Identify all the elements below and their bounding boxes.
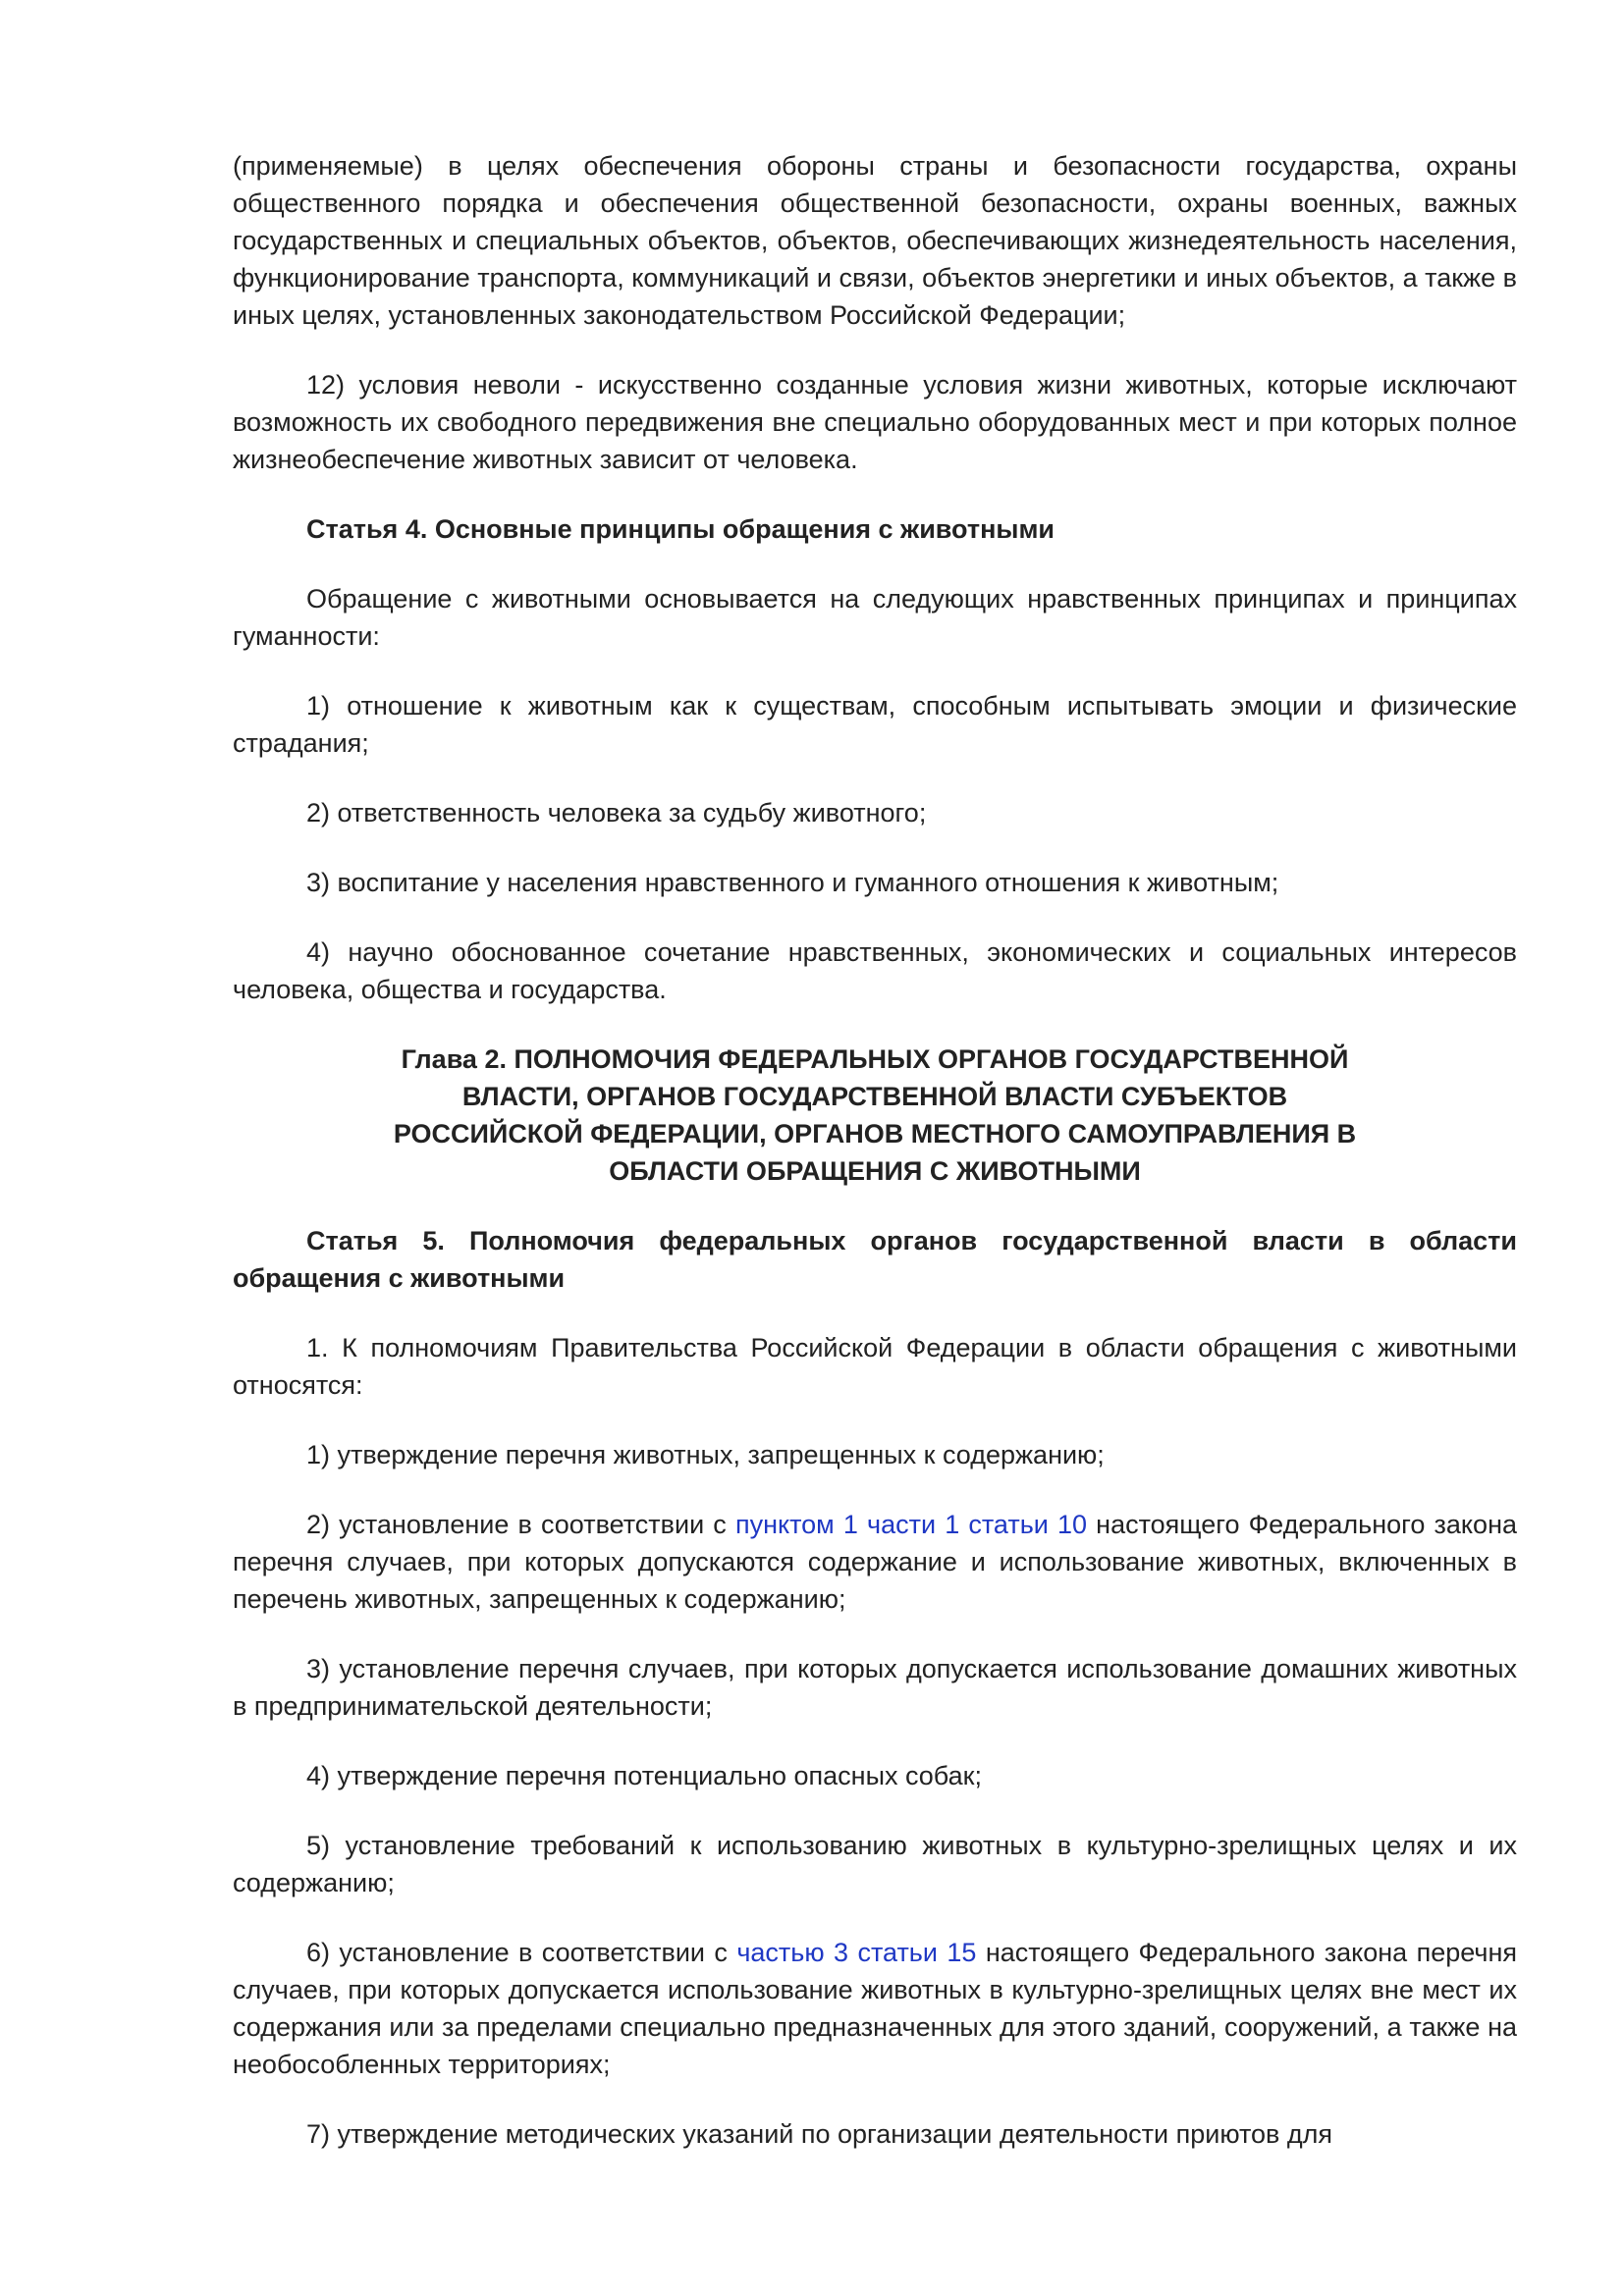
link-part-3-article-15[interactable]: частью 3 статьи 15 (736, 1938, 977, 1967)
article-5-item-2 (233, 1506, 1517, 1618)
article-5-item-2-text-after: настоящего Федерального закона перечня случаев, при которых допускаются содержание и использование животных, включенных в перечень животных, запрещенных к содержанию; (233, 1510, 1517, 1614)
link-point-1-part-1-article-10[interactable]: пунктом 1 части 1 статьи 10 (734, 1510, 1088, 1539)
document-page (233, 147, 1517, 2185)
article-4-item-4: 4) научно обоснованное сочетание нравственных, экономических и социальных интересов человека, общества и государства. (233, 937, 1517, 1004)
article-5-item-2-text-before: 2) установление в соответствии с (306, 1510, 735, 1539)
article-4-heading: Статья 4. Основные принципы обращения с животными (306, 514, 1056, 544)
article-5-heading: Статья 5. Полномочия федеральных органов государственной власти в области обращения с животными (233, 1226, 1517, 1293)
article-5-item-3: 3) установление перечня случаев, при которых допускается использование домашних животных в предпринимательской деятельности; (233, 1654, 1517, 1721)
paragraph-item-12: 12) условия неволи - искусственно созданные условия жизни животных, которые исключают возможность их свободного передвижения вне специально оборудованных мест и при которых полное жизнеобеспечение животных зависит от человека. (233, 370, 1517, 474)
article-5-item-7: 7) утверждение методических указаний по организации деятельности приютов для (306, 2119, 1333, 2149)
article-5-item-6-text-before: 6) установление в соответствии с (306, 1938, 737, 1967)
article-5-item-4: 4) утверждение перечня потенциально опасных собак; (306, 1761, 982, 1790)
article-4-item-3: 3) воспитание у населения нравственного и гуманного отношения к животным; (306, 868, 1279, 897)
article-4-intro: Обращение с животными основывается на следующих нравственных принципах и принципах гуманности: (233, 584, 1517, 651)
article-5-item-6 (233, 1934, 1517, 2083)
article-5-intro: 1. К полномочиям Правительства Российской Федерации в области обращения с животными относятся: (233, 1333, 1517, 1400)
article-4-item-2: 2) ответственность человека за судьбу животного; (306, 798, 927, 828)
paragraph-intro: (применяемые) в целях обеспечения обороны страны и безопасности государства, охраны общественного порядка и обеспечения общественной безопасности, охраны военных, важных государственных и специальных объектов, объектов, обеспечивающих жизнедеятельность населения, функционирование транспорта, коммуникаций и связи, объектов энергетики и иных объектов, а также в иных целях, установленных законодательством Российской Федерации; (233, 151, 1517, 330)
article-5-item-5: 5) установление требований к использованию животных в культурно-зрелищных целях и их содержанию; (233, 1831, 1517, 1897)
chapter-2-heading: Глава 2. ПОЛНОМОЧИЯ ФЕДЕРАЛЬНЫХ ОРГАНОВ ГОСУДАРСТВЕННОЙ ВЛАСТИ, ОРГАНОВ ГОСУДАРСТВЕННОЙ ВЛАСТИ СУБЪЕКТОВ РОССИЙСКОЙ ФЕДЕРАЦИИ, ОРГАНОВ МЕСТНОГО САМОУПРАВЛЕНИЯ В ОБЛАСТИ ОБРАЩЕНИЯ С ЖИВОТНЫМИ (393, 1044, 1357, 1186)
article-5-item-1: 1) утверждение перечня животных, запрещенных к содержанию; (306, 1440, 1105, 1469)
article-4-item-1: 1) отношение к животным как к существам, способным испытывать эмоции и физические страдания; (233, 691, 1517, 758)
article-5-item-6-text-after: настоящего Федерального закона перечня случаев, при которых допускается использование животных в культурно-зрелищных целях вне мест их содержания или за пределами специально предназначенных для этого зданий, сооружений, а также на необособленных территориях; (233, 1938, 1517, 2079)
